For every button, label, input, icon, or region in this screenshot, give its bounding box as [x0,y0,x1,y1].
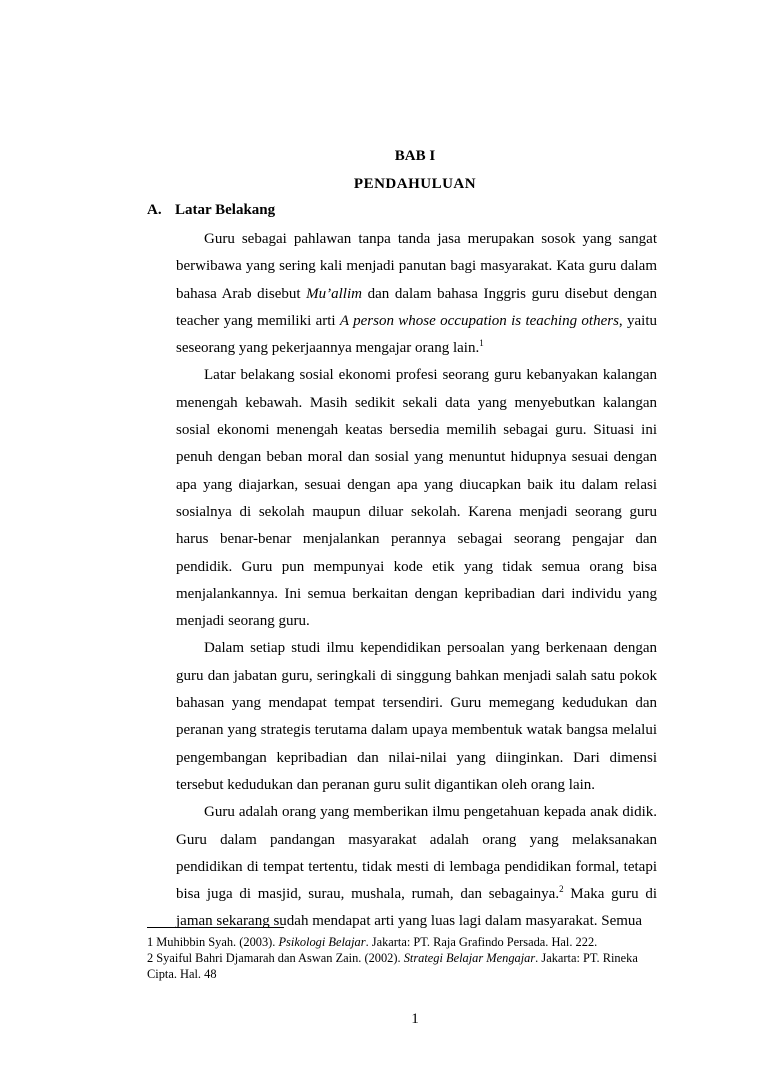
footnote-2-title: Strategi Belajar Mengajar [403,951,536,965]
footnote-divider [147,927,284,928]
paragraph-2: Latar belakang sosial ekonomi profesi seorang guru kebanyakan kalangan menengah kebawah. Masih sedikit sekali data yang menyebutkan kalangan sosial ekonomi menengah keatas bersedia memilih sebagai guru. Situasi ini penuh dengan beban moral dan sosial yang menuntut hidupnya sesuai dengan apa yang diajarkan, sesuai dengan apa yang diucapkan baik itu dalam relasi sosialnya di sekolah maupun diluar sekolah. Karena menjadi seorang guru harus benar-benar menjalankan perannya sebagai seorang pengajar dan pendidik. Guru pun mempunyai kode etik yang tidak semua orang bisa menjalankannya. Ini semua berkaitan dengan kepribadian dari individu yang menjadi seorang guru. [176,367,657,630]
footnote-2 [147,950,667,982]
footnote-1-text-c: . Jakarta: PT. Raja Grafindo Persada. Hal. 222. [365,935,598,949]
paragraph-4-text-a: Guru adalah orang yang memberikan ilmu pengetahuan kepada anak didik. Guru dalam pandangan masyarakat adalah orang yang melaksanakan pendidikan di tempat tertentu, tidak mesti di lembaga pendidikan formal, tetapi bisa juga di masjid, surau, mushala, rumah, dan sebagainya. [176,804,657,903]
section-label: A. [147,202,162,218]
footnote-ref-1: 1 [479,338,484,349]
paragraph-3: Dalam setiap studi ilmu kependidikan persoalan yang berkenaan dengan guru dan jabatan guru, seringkali di singgung bahkan menjadi salah satu pokok bahasan yang mendapat tempat tersendiri. Guru memegang kedudukan dan peranan yang strategis terutama dalam upaya membentuk watak bangsa melalui pengembangan kepribadian dan nilai-nilai yang diinginkan. Dari dimensi tersebut kedudukan dan peranan guru sulit digantikan oleh orang lain. [176,640,657,793]
footnote-ref-2: 2 [559,884,564,895]
footnote-1 [147,934,667,950]
footnote-2-text-c: . Jakarta: PT. Rineka Cipta. Hal. 48 [147,951,638,981]
chapter-number: BAB I [394,148,436,164]
footnote-1-title: Psikologi Belajar [278,935,366,949]
section-heading [147,202,275,219]
paragraph-1-text-c: dan dalam bahasa Inggris guru disebut dengan teacher yang memiliki arti [176,285,657,329]
body-text [176,226,657,936]
term-definition: A person whose occupation is teaching others [339,312,619,329]
footnote-1-text-a: 1 Muhibbin Syah. (2003). [147,935,279,949]
page-number: 1 [411,1011,419,1027]
paragraph-1-text-a: Guru sebagai pahlawan tanpa tanda jasa merupakan sosok yang sangat berwibawa yang sering kali menjadi panutan bagi masyarakat. Kata guru dalam bahasa Arab disebut [176,231,657,302]
paragraph-1 [176,226,657,362]
section-title: Latar Belakang [175,202,276,218]
paragraph-1-text-e: , yaitu seseorang yang pekerjaannya mengajar orang lain. [176,312,657,357]
footnote-2-text-a: 2 Syaiful Bahri Djamarah dan Aswan Zain. (2002). [147,951,404,965]
paragraph-4-text-b: Maka guru di jaman sekarang sudah mendapat arti yang luas lagi dalam masyarakat. Semua [176,886,657,930]
chapter-title: PENDAHULUAN [353,176,477,192]
paragraph-4 [176,799,657,935]
term-muallim: Mu’allim [306,285,362,302]
